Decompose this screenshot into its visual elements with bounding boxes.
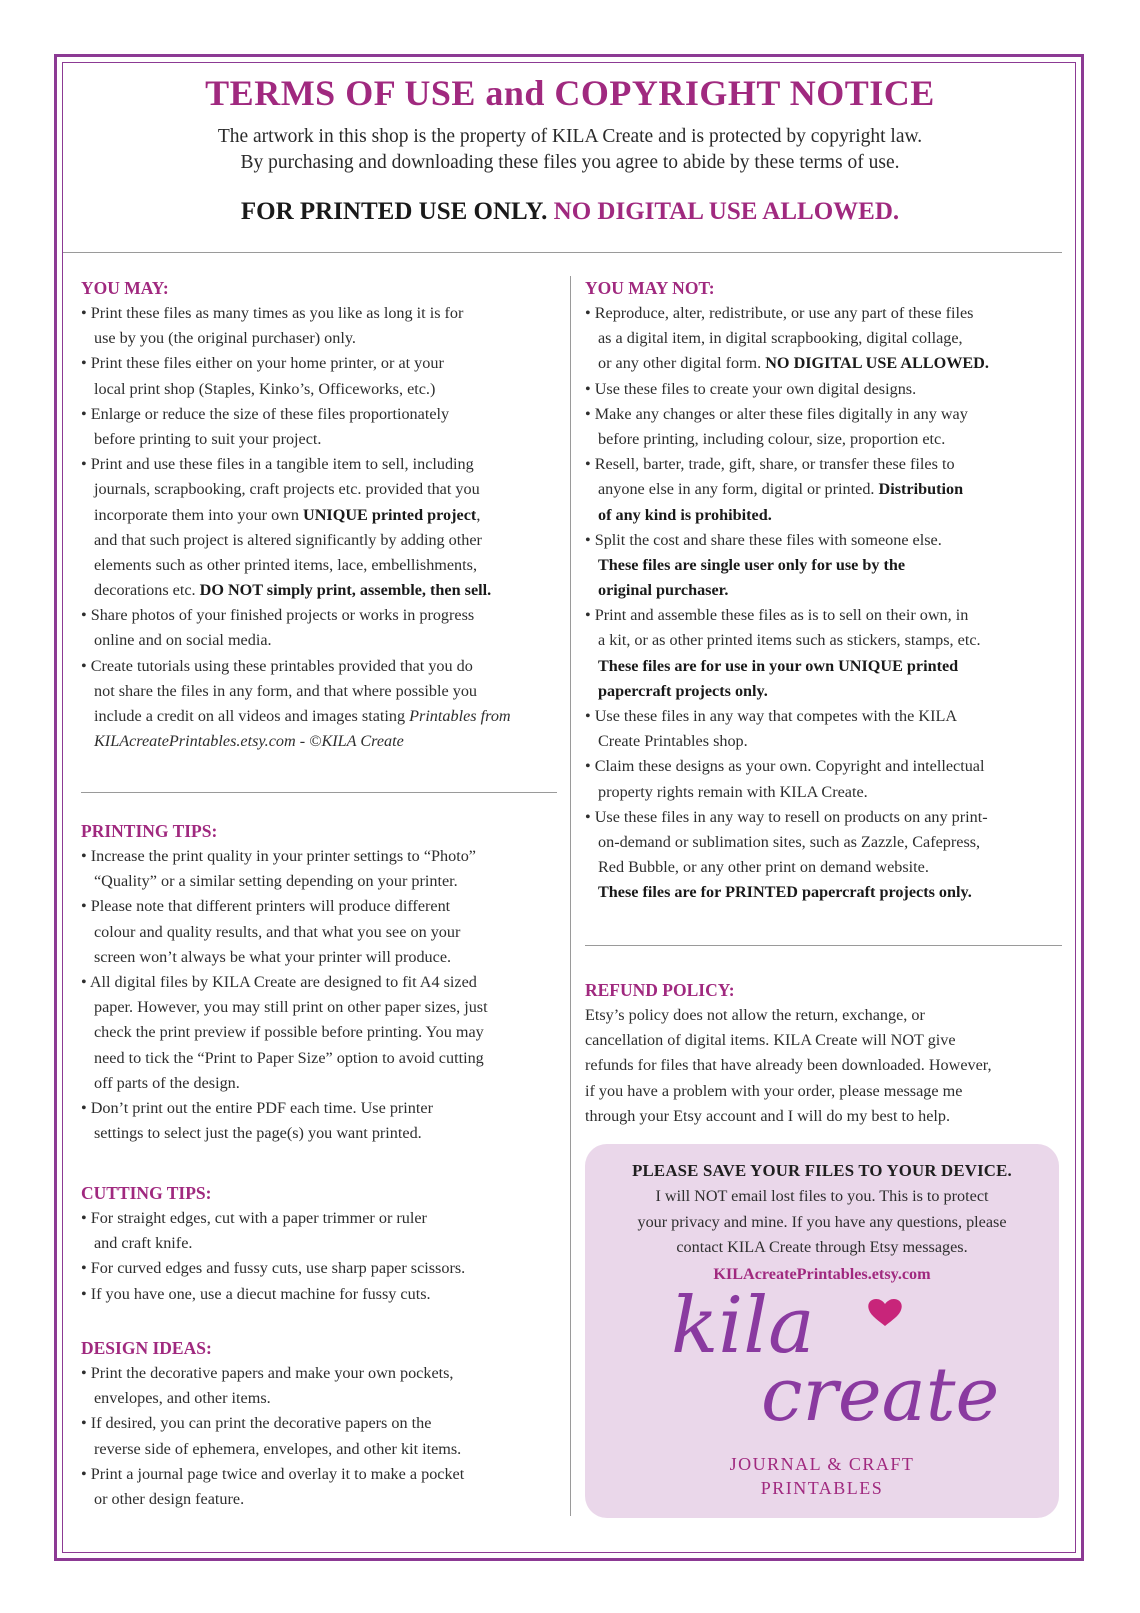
line-text: envelopes, and other items. <box>94 1389 271 1408</box>
text-line <box>585 679 1065 704</box>
line-text: • Create tutorials using these printables provided that you do <box>81 656 473 675</box>
line-text: reverse side of ephemera, envelopes, and other kit items. <box>94 1439 462 1458</box>
you-may-heading: YOU MAY: <box>81 278 169 298</box>
line-text: • Print the decorative papers and make your own pockets, <box>81 1364 454 1382</box>
text-line <box>81 1096 561 1121</box>
bold-text: of any kind is prohibited. <box>598 505 772 524</box>
logo-word-create: create <box>761 1352 1000 1432</box>
bold-text: papercraft projects only. <box>598 681 768 700</box>
text-line <box>81 869 561 894</box>
you-may-not-section <box>585 276 1065 906</box>
line-text: journals, scrapbooking, craft projects etc. provided that you <box>94 480 480 499</box>
text-line <box>81 477 561 502</box>
printing-tips-section <box>81 819 561 1146</box>
text-line <box>81 1361 561 1386</box>
text-line <box>81 894 561 919</box>
design-ideas-section <box>81 1336 561 1512</box>
line-text: need to tick the “Print to Paper Size” option to avoid cutting <box>94 1048 484 1067</box>
bold-text: original purchaser. <box>598 581 729 600</box>
line-text: • Enlarge or reduce the size of these files proportionately <box>81 404 450 423</box>
intro-line-2: By purchasing and downloading these files you agree to abide by these terms of use. <box>240 152 900 173</box>
text-line <box>81 427 561 452</box>
logo-tagline-2: PRINTABLES <box>760 1478 884 1498</box>
line-text: include a credit on all videos and images stating <box>94 707 410 725</box>
text-line <box>81 1046 561 1071</box>
shop-link[interactable]: KILAcreatePrintables.etsy.com <box>713 1264 931 1283</box>
heart-icon <box>868 1299 901 1326</box>
text-line <box>81 844 561 869</box>
line-text: through your Etsy account and I will do my best to help. <box>585 1106 951 1125</box>
line-text: • For curved edges and fussy cuts, use sharp paper scissors. <box>81 1259 466 1278</box>
line-text: if you have a problem with your order, please message me <box>585 1081 963 1100</box>
line-text: colour and quality results, and that what you see on your <box>94 922 461 941</box>
text-line <box>81 970 561 995</box>
you-may-not-heading: YOU MAY NOT: <box>585 278 715 298</box>
line-text: settings to select just the page(s) you want printed. <box>94 1124 422 1143</box>
line-text: online and on social media. <box>94 631 272 650</box>
page-title: TERMS OF USE and COPYRIGHT NOTICE <box>205 73 935 113</box>
text-line <box>81 1121 561 1146</box>
text-line <box>81 945 561 970</box>
line-text: • Please note that different printers will produce different <box>81 897 451 916</box>
save-files-box <box>585 1144 1059 1518</box>
line-text: • Use these files to create your own digital designs. <box>585 379 917 398</box>
you-may-divider <box>81 792 557 793</box>
text-line <box>585 1028 1065 1053</box>
line-text: • Make any changes or alter these files digitally in any way <box>585 404 968 423</box>
line-text: • Use these files in any way to resell on products on any print- <box>585 807 988 826</box>
line-text: • All digital files by KILA Create are designed to fit A4 sized <box>81 972 477 991</box>
text-line <box>585 880 1065 905</box>
logo-tagline-1: JOURNAL & CRAFT <box>729 1454 915 1474</box>
line-text: off parts of the design. <box>94 1073 240 1092</box>
line-text: not share the files in any form, and that where possible you <box>94 681 478 700</box>
line-text: • Print these files as many times as you like as long it is for <box>81 304 464 322</box>
text-line <box>585 1003 1065 1028</box>
line-text: Create Printables shop. <box>598 732 748 751</box>
text-line <box>81 1462 561 1487</box>
text-line <box>81 679 561 704</box>
text-line <box>585 553 1065 578</box>
line-text: before printing to suit your project. <box>94 429 322 448</box>
bold-text: NO DIGITAL USE ALLOWED. <box>765 354 989 373</box>
line-text: use by you (the original purchaser) only. <box>94 329 356 348</box>
line-text: • Claim these designs as your own. Copyright and intellectual <box>585 757 985 776</box>
you-may-not-list <box>585 301 1065 906</box>
printing-tips-heading: PRINTING TIPS: <box>81 821 218 841</box>
text-line <box>585 1104 1065 1129</box>
line-text: property rights remain with KILA Create. <box>598 782 868 801</box>
text-line <box>585 830 1065 855</box>
text-line <box>585 780 1065 805</box>
text-line <box>81 1282 561 1307</box>
text-line <box>81 1437 561 1462</box>
text-line <box>81 553 561 578</box>
text-line <box>81 528 561 553</box>
text-line <box>81 654 561 679</box>
text-line <box>81 377 561 402</box>
line-text: Red Bubble, or any other print on demand website. <box>598 858 929 877</box>
line-text: and craft knife. <box>94 1234 193 1253</box>
text-line <box>585 427 1065 452</box>
printing-tips-list <box>81 844 561 1146</box>
save-files-title: PLEASE SAVE YOUR FILES TO YOUR DEVICE. <box>632 1161 1012 1180</box>
text-line <box>81 603 561 628</box>
you-may-not-divider <box>585 945 1062 946</box>
line-text: elements such as other printed items, lace, embellishments, <box>94 555 477 574</box>
text-line <box>585 377 1065 402</box>
text-line <box>81 578 561 603</box>
intro-line-1: The artwork in this shop is the property of KILA Create and is protected by copyright law. <box>217 126 923 147</box>
text-line <box>585 301 1065 326</box>
kila-create-logo <box>585 1282 1059 1432</box>
italic-text: KILAcreatePrintables.etsy.com - ©KILA Create <box>94 732 404 751</box>
bold-text: These files are for PRINTED papercraft projects only. <box>598 883 972 902</box>
design-ideas-list <box>81 1361 561 1512</box>
line-text: a kit, or as other printed items such as stickers, stamps, etc. <box>598 631 981 650</box>
line-text: • Use these files in any way that competes with the KILA <box>585 707 958 725</box>
text-line <box>81 301 561 326</box>
cutting-tips-section <box>81 1181 561 1307</box>
text-line <box>585 805 1065 830</box>
text-line <box>81 1386 561 1411</box>
text-line <box>585 503 1065 528</box>
logo-word-kila: kila <box>671 1282 815 1371</box>
text-line <box>585 402 1065 427</box>
banner-no-digital: NO DIGITAL USE ALLOWED. <box>553 198 900 225</box>
line-text: • Print these files either on your home printer, or at your <box>81 354 444 373</box>
text-line <box>81 1071 561 1096</box>
text-line <box>585 754 1065 779</box>
column-divider <box>570 276 571 1516</box>
line-text: • Split the cost and share these files with someone else. <box>585 530 942 549</box>
text-line <box>81 1411 561 1436</box>
line-text: • Print and use these files in a tangible item to sell, including <box>81 455 474 474</box>
text-line <box>81 503 561 528</box>
line-text: • Resell, barter, trade, gift, share, or transfer these files to <box>585 455 955 474</box>
line-text: anyone else in any form, digital or printed. <box>598 480 879 499</box>
text-line <box>585 654 1065 679</box>
you-may-section <box>81 276 561 754</box>
text-line <box>585 351 1065 376</box>
text-line <box>81 729 561 754</box>
line-text: and that such project is altered significantly by adding other <box>94 530 482 549</box>
line-text: • Print and assemble these files as is to sell on their own, in <box>585 606 969 625</box>
cutting-tips-heading: CUTTING TIPS: <box>81 1183 212 1203</box>
italic-text: Printables from <box>409 707 511 725</box>
line-text: • If desired, you can print the decorative papers on the <box>81 1414 432 1433</box>
text-line <box>81 452 561 477</box>
save-files-line-1: I will NOT email lost files to you. This is to protect <box>655 1187 989 1205</box>
text-line <box>585 1079 1065 1104</box>
line-text: • Share photos of your finished projects or works in progress <box>81 606 475 625</box>
text-line <box>81 1020 561 1045</box>
text-line <box>81 1487 561 1512</box>
line-text: decorations etc. <box>94 581 200 600</box>
line-text: • Increase the print quality in your printer settings to “Photo” <box>81 847 476 865</box>
bold-text: Distribution <box>878 480 964 499</box>
line-text: or other design feature. <box>94 1489 245 1508</box>
bold-text: These files are single user only for use by the <box>598 555 906 574</box>
printed-use-banner <box>0 198 1140 226</box>
text-line <box>81 351 561 376</box>
line-text: as a digital item, in digital scrapbooking, digital collage, <box>598 329 963 348</box>
line-text: “Quality” or a similar setting depending on your printer. <box>94 872 458 891</box>
text-line <box>585 452 1065 477</box>
line-text: • Don’t print out the entire PDF each time. Use printer <box>81 1098 433 1117</box>
refund-policy-section <box>585 978 1065 1129</box>
line-text: on-demand or sublimation sites, such as Zazzle, Cafepress, <box>598 832 981 851</box>
text-line <box>81 1256 561 1281</box>
line-text: • If you have one, use a diecut machine for fussy cuts. <box>81 1284 431 1303</box>
text-line <box>81 1206 561 1231</box>
line-text: • For straight edges, cut with a paper trimmer or ruler <box>81 1209 427 1227</box>
text-line <box>585 578 1065 603</box>
design-ideas-heading: DESIGN IDEAS: <box>81 1338 212 1358</box>
text-line <box>585 1053 1065 1078</box>
text-line <box>585 855 1065 880</box>
line-text: refunds for files that have already been downloaded. However, <box>585 1056 992 1075</box>
text-line <box>585 704 1065 729</box>
refund-policy-heading: REFUND POLICY: <box>585 980 735 1000</box>
text-line <box>81 1231 561 1256</box>
line-text: paper. However, you may still print on other paper sizes, just <box>94 998 488 1017</box>
text-line <box>585 603 1065 628</box>
line-text: cancellation of digital items. KILA Create will NOT give <box>585 1031 956 1050</box>
line-text: incorporate them into your own <box>94 505 304 524</box>
text-line <box>585 528 1065 553</box>
header-divider <box>63 252 1062 253</box>
cutting-tips-list <box>81 1206 561 1307</box>
text-line <box>81 326 561 351</box>
line-text: local print shop (Staples, Kinko’s, Officeworks, etc.) <box>94 379 436 398</box>
text-line <box>81 628 561 653</box>
line-text: check the print preview if possible before printing. You may <box>94 1023 484 1042</box>
line-text: , <box>476 505 481 524</box>
text-line <box>81 704 561 729</box>
line-text: • Print a journal page twice and overlay it to make a pocket <box>81 1464 465 1483</box>
bold-text: UNIQUE printed project <box>303 505 477 524</box>
text-line <box>585 628 1065 653</box>
line-text: or any other digital form. <box>598 354 766 373</box>
you-may-list <box>81 301 561 754</box>
refund-policy-text <box>585 1003 1065 1129</box>
line-text: before printing, including colour, size, proportion etc. <box>598 429 946 448</box>
save-files-line-3: contact KILA Create through Etsy messages. <box>676 1238 968 1256</box>
bold-text: These files are for use in your own UNIQUE printed <box>598 656 959 675</box>
text-line <box>585 326 1065 351</box>
banner-printed-only: FOR PRINTED USE ONLY. <box>240 198 548 225</box>
line-text: • Reproduce, alter, redistribute, or use any part of these files <box>585 304 974 322</box>
text-line <box>585 729 1065 754</box>
text-line <box>81 402 561 427</box>
text-line <box>81 920 561 945</box>
text-line <box>585 477 1065 502</box>
line-text: Etsy’s policy does not allow the return, exchange, or <box>585 1006 925 1024</box>
line-text: screen won’t always be what your printer will produce. <box>94 947 452 966</box>
text-line <box>81 995 561 1020</box>
save-files-line-2: your privacy and mine. If you have any questions, please <box>637 1212 1007 1231</box>
bold-text: DO NOT simply print, assemble, then sell. <box>199 581 492 600</box>
